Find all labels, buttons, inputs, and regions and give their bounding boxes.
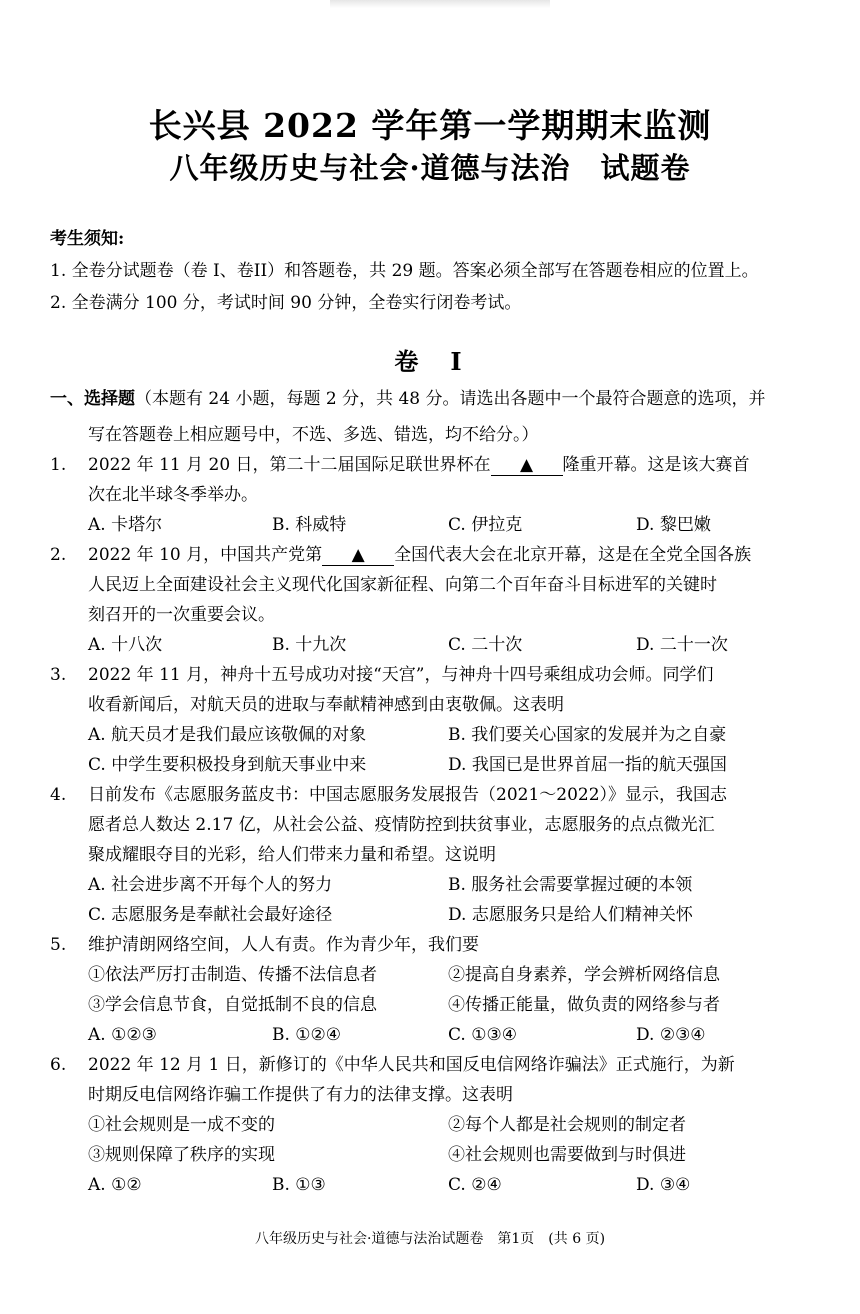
question-stem: 维护清朗网络空间，人人有责。作为青少年，我们要 <box>88 935 479 955</box>
statement-4: ④社会规则也需要做到与时俱进 <box>448 1145 686 1165</box>
answer-blank: ▲ <box>322 545 394 566</box>
option-a: A. 十八次 <box>88 635 163 655</box>
option-c: C. 伊拉克 <box>448 515 523 535</box>
notice-item: 2. 全卷满分 100 分，考试时间 90 分钟，全卷实行闭卷考试。 <box>50 293 522 313</box>
option-b: B. 服务社会需要掌握过硬的本领 <box>448 875 693 895</box>
question-stem-cont: 人民迈上全面建设社会主义现代化国家新征程、向第二个百年奋斗目标进军的关键时 <box>88 575 717 595</box>
part-instructions <box>50 384 766 409</box>
option-a: A. 卡塔尔 <box>88 515 163 535</box>
option-a: A. ①②③ <box>88 1025 157 1045</box>
statement-3: ③规则保障了秩序的实现 <box>88 1145 275 1165</box>
option-b: B. 科威特 <box>272 515 347 535</box>
option-c: C. 中学生要积极投身到航天事业中来 <box>88 755 367 775</box>
option-d: D. 我国已是世界首屈一指的航天强国 <box>448 755 727 775</box>
option-c: C. 志愿服务是奉献社会最好途径 <box>88 905 333 925</box>
option-b: B. ①②④ <box>272 1025 342 1045</box>
question-3 <box>50 660 820 780</box>
question-number: 6. <box>50 1055 67 1075</box>
option-c: C. ②④ <box>448 1175 502 1195</box>
option-d: D. ②③④ <box>636 1025 706 1045</box>
question-number: 2. <box>50 545 67 565</box>
option-d: D. 二十一次 <box>636 635 728 655</box>
question-number: 3. <box>50 665 67 685</box>
question-number: 4. <box>50 785 67 805</box>
option-c: C. ①③④ <box>448 1025 517 1045</box>
statement-2: ②提高自身素养，学会辨析网络信息 <box>448 965 720 985</box>
question-stem-cont: 刻召开的一次重要会议。 <box>88 605 275 625</box>
option-a: A. 航天员才是我们最应该敬佩的对象 <box>88 725 367 745</box>
question-1 <box>50 450 820 540</box>
question-6 <box>50 1050 820 1200</box>
part-label: 一、选择题 <box>50 389 135 409</box>
option-b: B. ①③ <box>272 1175 326 1195</box>
part-desc-cont: 写在答题卷上相应题号中，不选、多选、错选，均不给分。） <box>88 425 539 445</box>
page-footer: 八年级历史与社会·道德与法治试题卷 第1页 (共 6 页) <box>254 1231 606 1247</box>
notice-item: 1. 全卷分试题卷（卷 I、卷II）和答题卷，共 29 题。答案必须全部写在答题卷相应的位置上。 <box>50 261 759 281</box>
option-d: D. ③④ <box>636 1175 691 1195</box>
question-stem-cont: 收看新闻后，对航天员的进取与奉献精神感到由衷敬佩。这表明 <box>88 695 564 715</box>
option-b: B. 十九次 <box>272 635 347 655</box>
question-number: 1. <box>50 455 67 475</box>
part-desc: （本题有 24 小题，每题 2 分，共 48 分。请选出各题中一个最符合题意的选项，并 <box>135 389 766 409</box>
question-stem: 2022 年 11 月，神舟十五号成功对接“天宫”，与神舟十四号乘组成功会师。同学们 <box>88 665 714 685</box>
notice-heading: 考生须知: <box>50 229 125 249</box>
question-2 <box>50 540 820 660</box>
statement-2: ②每个人都是社会规则的制定者 <box>448 1115 686 1135</box>
question-stem: 2022 年 11 月 20 日，第二十二届国际足联世界杯在 ▲ 隆重开幕。这是该大赛首 <box>88 455 750 475</box>
question-stem-cont: 聚成耀眼夺目的光彩，给人们带来力量和希望。这说明 <box>88 845 496 865</box>
statement-1: ①依法严厉打击制造、传播不法信息者 <box>88 965 377 985</box>
question-4 <box>50 780 820 930</box>
option-a: A. 社会进步离不开每个人的努力 <box>88 875 333 895</box>
question-stem-cont: 时期反电信网络诈骗工作提供了有力的法律支撑。这表明 <box>88 1085 513 1105</box>
question-stem: 日前发布《志愿服务蓝皮书：中国志愿服务发展报告（2021～2022）》显示，我国志 <box>88 785 728 805</box>
option-a: A. ①② <box>88 1175 142 1195</box>
section-title: 卷 I <box>394 347 466 376</box>
option-d: D. 黎巴嫩 <box>636 515 711 535</box>
question-stem-cont: 愿者总人数达 2.17 亿，从社会公益、疫情防控到扶贫事业，志愿服务的点点微光汇 <box>88 815 715 835</box>
statement-4: ④传播正能量，做负责的网络参与者 <box>448 995 720 1015</box>
question-stem: 2022 年 12 月 1 日，新修订的《中华人民共和国反电信网络诈骗法》正式施行，为新 <box>88 1055 735 1075</box>
page-subtitle: 八年级历史与社会·道德与法治 试题卷 <box>169 151 691 185</box>
option-b: B. 我们要关心国家的发展并为之自豪 <box>448 725 727 745</box>
question-5 <box>50 930 820 1050</box>
option-c: C. 二十次 <box>448 635 523 655</box>
statement-3: ③学会信息节食，自觉抵制不良的信息 <box>88 995 377 1015</box>
question-number: 5. <box>50 935 67 955</box>
question-stem: 2022 年 10 月，中国共产党第 ▲ 全国代表大会在北京开幕，这是在全党全国各族 <box>88 545 752 565</box>
question-stem-cont: 次在北半球冬季举办。 <box>88 485 258 505</box>
option-d: D. 志愿服务只是给人们精神关怀 <box>448 905 693 925</box>
answer-blank: ▲ <box>491 455 563 476</box>
page-title: 长兴县 2022 学年第一学期期末监测 <box>148 106 712 145</box>
scan-artifact <box>330 0 550 8</box>
statement-1: ①社会规则是一成不变的 <box>88 1115 275 1135</box>
